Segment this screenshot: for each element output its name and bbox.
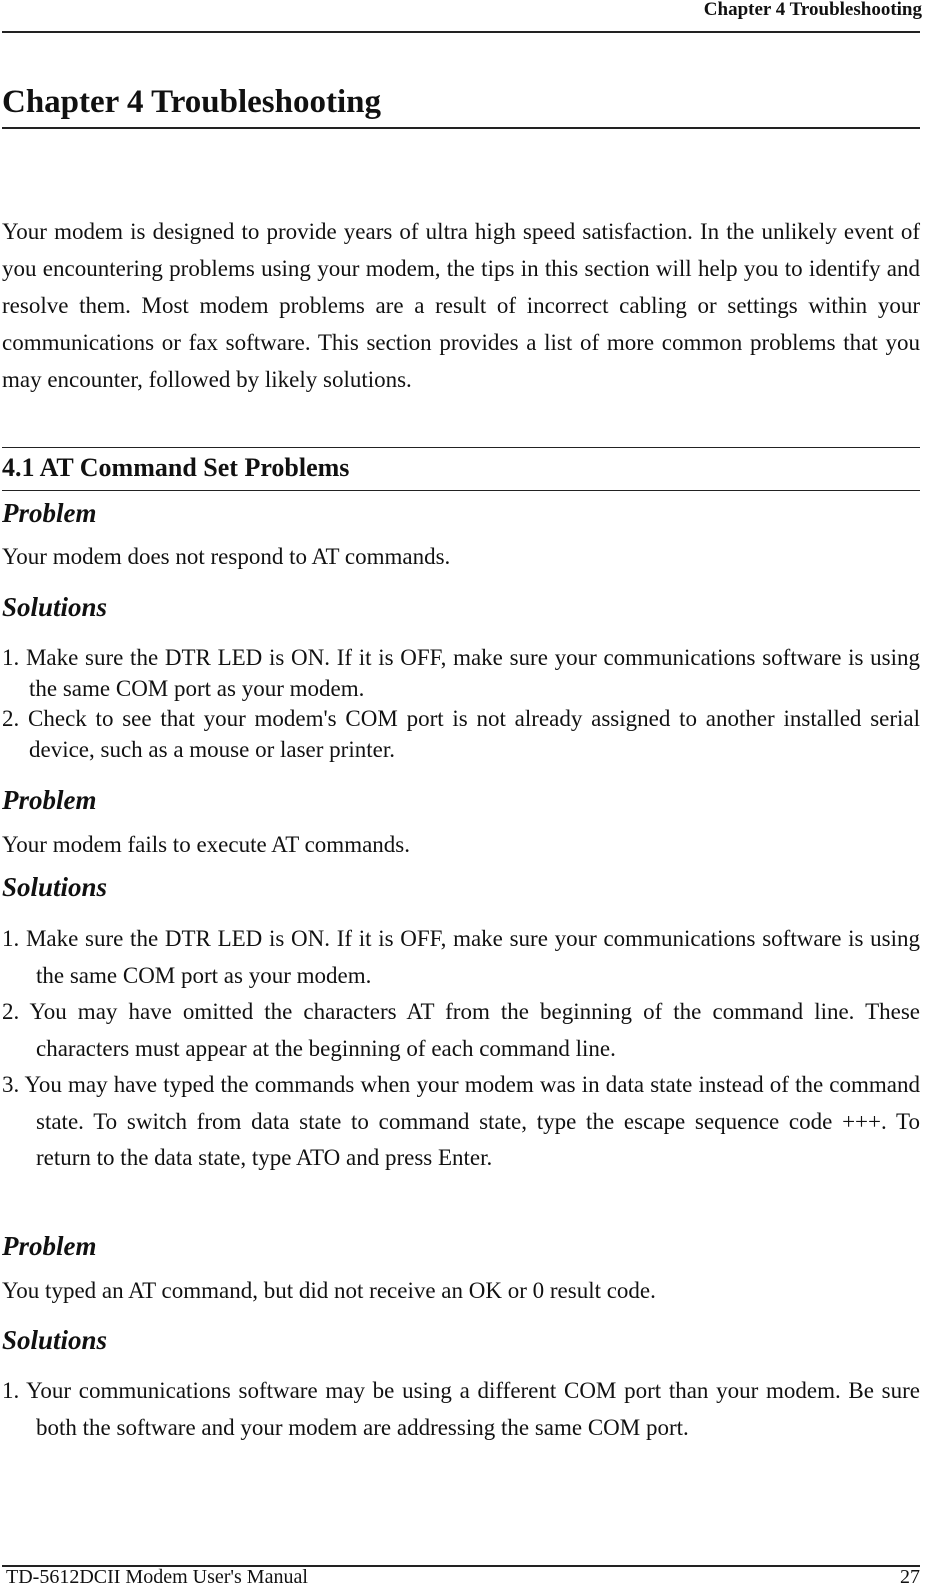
problem-2-text: Your modem fails to execute AT commands. [2,832,410,857]
section-rule-top [2,447,920,448]
header-rule [2,31,920,33]
solution-1-1: 1. Make sure the DTR LED is ON. If it is OFF, make sure your communications software is using the same COM port as your modem. [2,645,920,701]
section-rule-bottom [2,490,920,491]
solution-1-2: 2. Check to see that your modem's COM port is not already assigned to another installed serial device, such as a mouse or laser printer. [2,706,920,762]
solutions-2-list [2,921,920,1177]
problem-3-text: You typed an AT command, but did not receive an OK or 0 result code. [2,1278,656,1303]
problem-2-label: Problem [2,785,97,815]
solutions-3-label: Solutions [2,1325,108,1355]
solutions-1-list [2,643,920,765]
problem-1-text: Your modem does not respond to AT commands. [2,544,451,569]
solution-2-3: 3. You may have typed the commands when your modem was in data state instead of the command state. To switch from data state to command state, type the escape sequence code +++. To return to the data state, type ATO and press Enter. [2,1072,920,1170]
chapter-title: Chapter 4 Troubleshooting [2,84,381,120]
footer-page-number: 27 [900,1566,920,1588]
solution-2-1: 1. Make sure the DTR LED is ON. If it is OFF, make sure your communications software is using the same COM port as your modem. [2,926,920,988]
chapter-title-rule [2,127,920,129]
section-title: 4.1 AT Command Set Problems [2,453,350,482]
solutions-3-list [2,1373,920,1446]
footer-manual-title: TD-5612DCII Modem User's Manual [6,1566,308,1588]
solution-3-1: 1. Your communications software may be using a different COM port than your modem. Be sure both the software and your modem are addressing the same COM port. [2,1378,920,1440]
solutions-2-label: Solutions [2,872,108,902]
problem-3-label: Problem [2,1231,97,1261]
solutions-1-label: Solutions [2,592,108,622]
intro-paragraph: Your modem is designed to provide years of ultra high speed satisfaction. In the unlikely event of you encountering problems using your modem, the tips in this section will help you to identify and resolve them. Most modem problems are a result of incorrect cabling or settings within your communications or fax software. This section provides a list of more common problems that you may encounter, followed by likely solutions. [2,219,920,392]
solution-2-2: 2. You may have omitted the characters AT from the beginning of the command line. These characters must appear at the beginning of each command line. [2,999,920,1061]
running-header: Chapter 4 Troubleshooting [703,0,922,20]
problem-1-label: Problem [2,498,97,528]
